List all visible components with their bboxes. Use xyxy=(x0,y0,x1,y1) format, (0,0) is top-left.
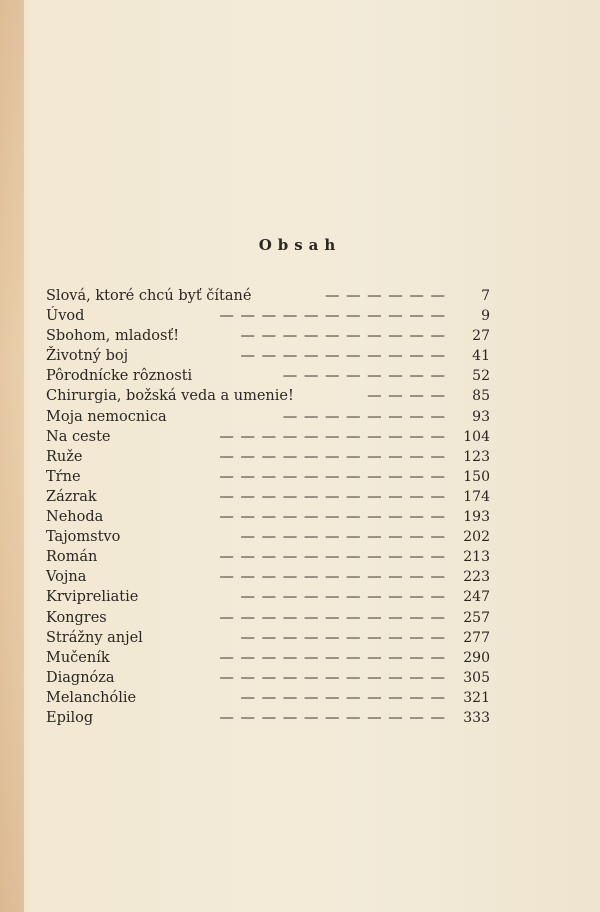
toc-page-number: 174 xyxy=(463,488,490,505)
toc-entry xyxy=(46,708,492,728)
toc-leader-dashes: — — — — — — — — — — — xyxy=(219,709,446,726)
toc-leader-dashes: — — — — xyxy=(367,388,446,405)
toc-leader-dashes: — — — — — — — — — — xyxy=(240,529,446,546)
toc-entry-title: Tŕne xyxy=(46,468,81,485)
table-of-contents xyxy=(46,286,492,728)
toc-leader-dashes: — — — — — — — — — — — xyxy=(219,649,446,666)
toc-entry-title: Chirurgia, božská veda a umenie! xyxy=(46,388,294,405)
toc-entry xyxy=(46,467,492,487)
toc-leader-dashes: — — — — — — — — — — xyxy=(240,589,446,606)
toc-entry-title: Slová, ktoré chcú byť čítané xyxy=(46,288,252,304)
toc-entry-title: Nehoda xyxy=(46,509,104,526)
toc-entry-title: Životný boj xyxy=(46,348,129,365)
toc-leader-dashes: — — — — — — — — — — — xyxy=(219,509,446,526)
toc-entry-title: Na ceste xyxy=(46,428,111,445)
toc-entry xyxy=(46,608,492,628)
toc-entry xyxy=(46,386,492,406)
toc-entry xyxy=(46,668,492,688)
toc-entry-title: Melanchólie xyxy=(46,689,137,706)
toc-entry-title: Kongres xyxy=(46,609,107,626)
toc-leader-dashes: — — — — — — — — xyxy=(282,408,446,425)
toc-leader-dashes: — — — — — — — — — — — xyxy=(219,569,446,586)
toc-entry-title: Zázrak xyxy=(46,488,97,505)
toc-entry xyxy=(46,507,492,527)
toc-entry xyxy=(46,648,492,668)
toc-entry-title: Strážny anjel xyxy=(46,629,143,646)
toc-entry-title: Tajomstvo xyxy=(46,529,121,546)
paper-stain xyxy=(0,0,24,912)
toc-entry xyxy=(46,587,492,607)
toc-leader-dashes: — — — — — — — — — — — xyxy=(219,609,446,626)
toc-entry xyxy=(46,567,492,587)
toc-page-number: 213 xyxy=(463,549,490,566)
toc-page-number: 52 xyxy=(472,368,490,385)
toc-entry xyxy=(46,346,492,366)
toc-entry-title: Pôrodnícke rôznosti xyxy=(46,368,193,385)
toc-entry xyxy=(46,286,492,306)
toc-leader-dashes: — — — — — — — — — — — xyxy=(219,488,446,505)
toc-leader-dashes: — — — — — — — — — — xyxy=(240,348,446,365)
toc-entry xyxy=(46,547,492,567)
toc-page-number: 247 xyxy=(463,589,490,606)
toc-page-number: 290 xyxy=(463,649,490,666)
toc-entry xyxy=(46,366,492,386)
toc-entry xyxy=(46,447,492,467)
toc-entry-title: Epilog xyxy=(46,709,94,726)
toc-leader-dashes: — — — — — — — — — — — xyxy=(219,308,446,325)
toc-leader-dashes: — — — — — — — — — — — xyxy=(219,448,446,465)
toc-page-number: 41 xyxy=(472,348,490,365)
toc-leader-dashes: — — — — — — — — xyxy=(282,368,446,385)
toc-page-number: 93 xyxy=(472,408,490,425)
toc-entry xyxy=(46,407,492,427)
toc-entry xyxy=(46,306,492,326)
toc-page-number: 333 xyxy=(463,709,490,726)
toc-entry xyxy=(46,628,492,648)
toc-page-number: 277 xyxy=(463,629,490,646)
toc-entry-title: Diagnóza xyxy=(46,669,115,686)
toc-page-number: 9 xyxy=(481,308,490,325)
toc-leader-dashes: — — — — — — — — — — xyxy=(240,629,446,646)
toc-entry xyxy=(46,326,492,346)
toc-entry-title: Moja nemocnica xyxy=(46,408,167,425)
toc-leader-dashes: — — — — — — — — — — xyxy=(240,328,446,345)
toc-entry-title: Krvipreliatie xyxy=(46,589,139,606)
toc-entry xyxy=(46,527,492,547)
toc-page-number: 27 xyxy=(472,328,490,345)
toc-page-number: 257 xyxy=(463,609,490,626)
page-title: Obsah xyxy=(258,236,342,254)
toc-page-number: 104 xyxy=(463,428,490,445)
toc-page-number: 223 xyxy=(463,569,490,586)
toc-leader-dashes: — — — — — — — — — — — xyxy=(219,468,446,485)
toc-leader-dashes: — — — — — — — — — — xyxy=(240,689,446,706)
toc-page-number: 305 xyxy=(463,669,490,686)
toc-entry-title: Mučeník xyxy=(46,649,110,666)
toc-page-number: 321 xyxy=(463,689,490,706)
toc-entry-title: Úvod xyxy=(46,308,85,325)
toc-entry xyxy=(46,688,492,708)
toc-page-number: 7 xyxy=(481,288,490,304)
toc-leader-dashes: — — — — — — — — — — — xyxy=(219,669,446,686)
toc-entry-title: Sbohom, mladosť! xyxy=(46,328,180,345)
toc-leader-dashes: — — — — — — — — — — — xyxy=(219,428,446,445)
toc-page-number: 150 xyxy=(463,468,490,485)
toc-page-number: 202 xyxy=(463,529,490,546)
toc-page-number: 123 xyxy=(463,448,490,465)
toc-page-number: 193 xyxy=(463,509,490,526)
toc-entry-title: Ruže xyxy=(46,448,83,465)
toc-leader-dashes: — — — — — — — — — — — xyxy=(219,549,446,566)
toc-entry xyxy=(46,487,492,507)
toc-entry xyxy=(46,427,492,447)
toc-page-number: 85 xyxy=(472,388,490,405)
toc-entry-title: Román xyxy=(46,549,98,566)
toc-entry-title: Vojna xyxy=(46,569,87,586)
toc-leader-dashes: — — — — — — xyxy=(324,288,446,304)
